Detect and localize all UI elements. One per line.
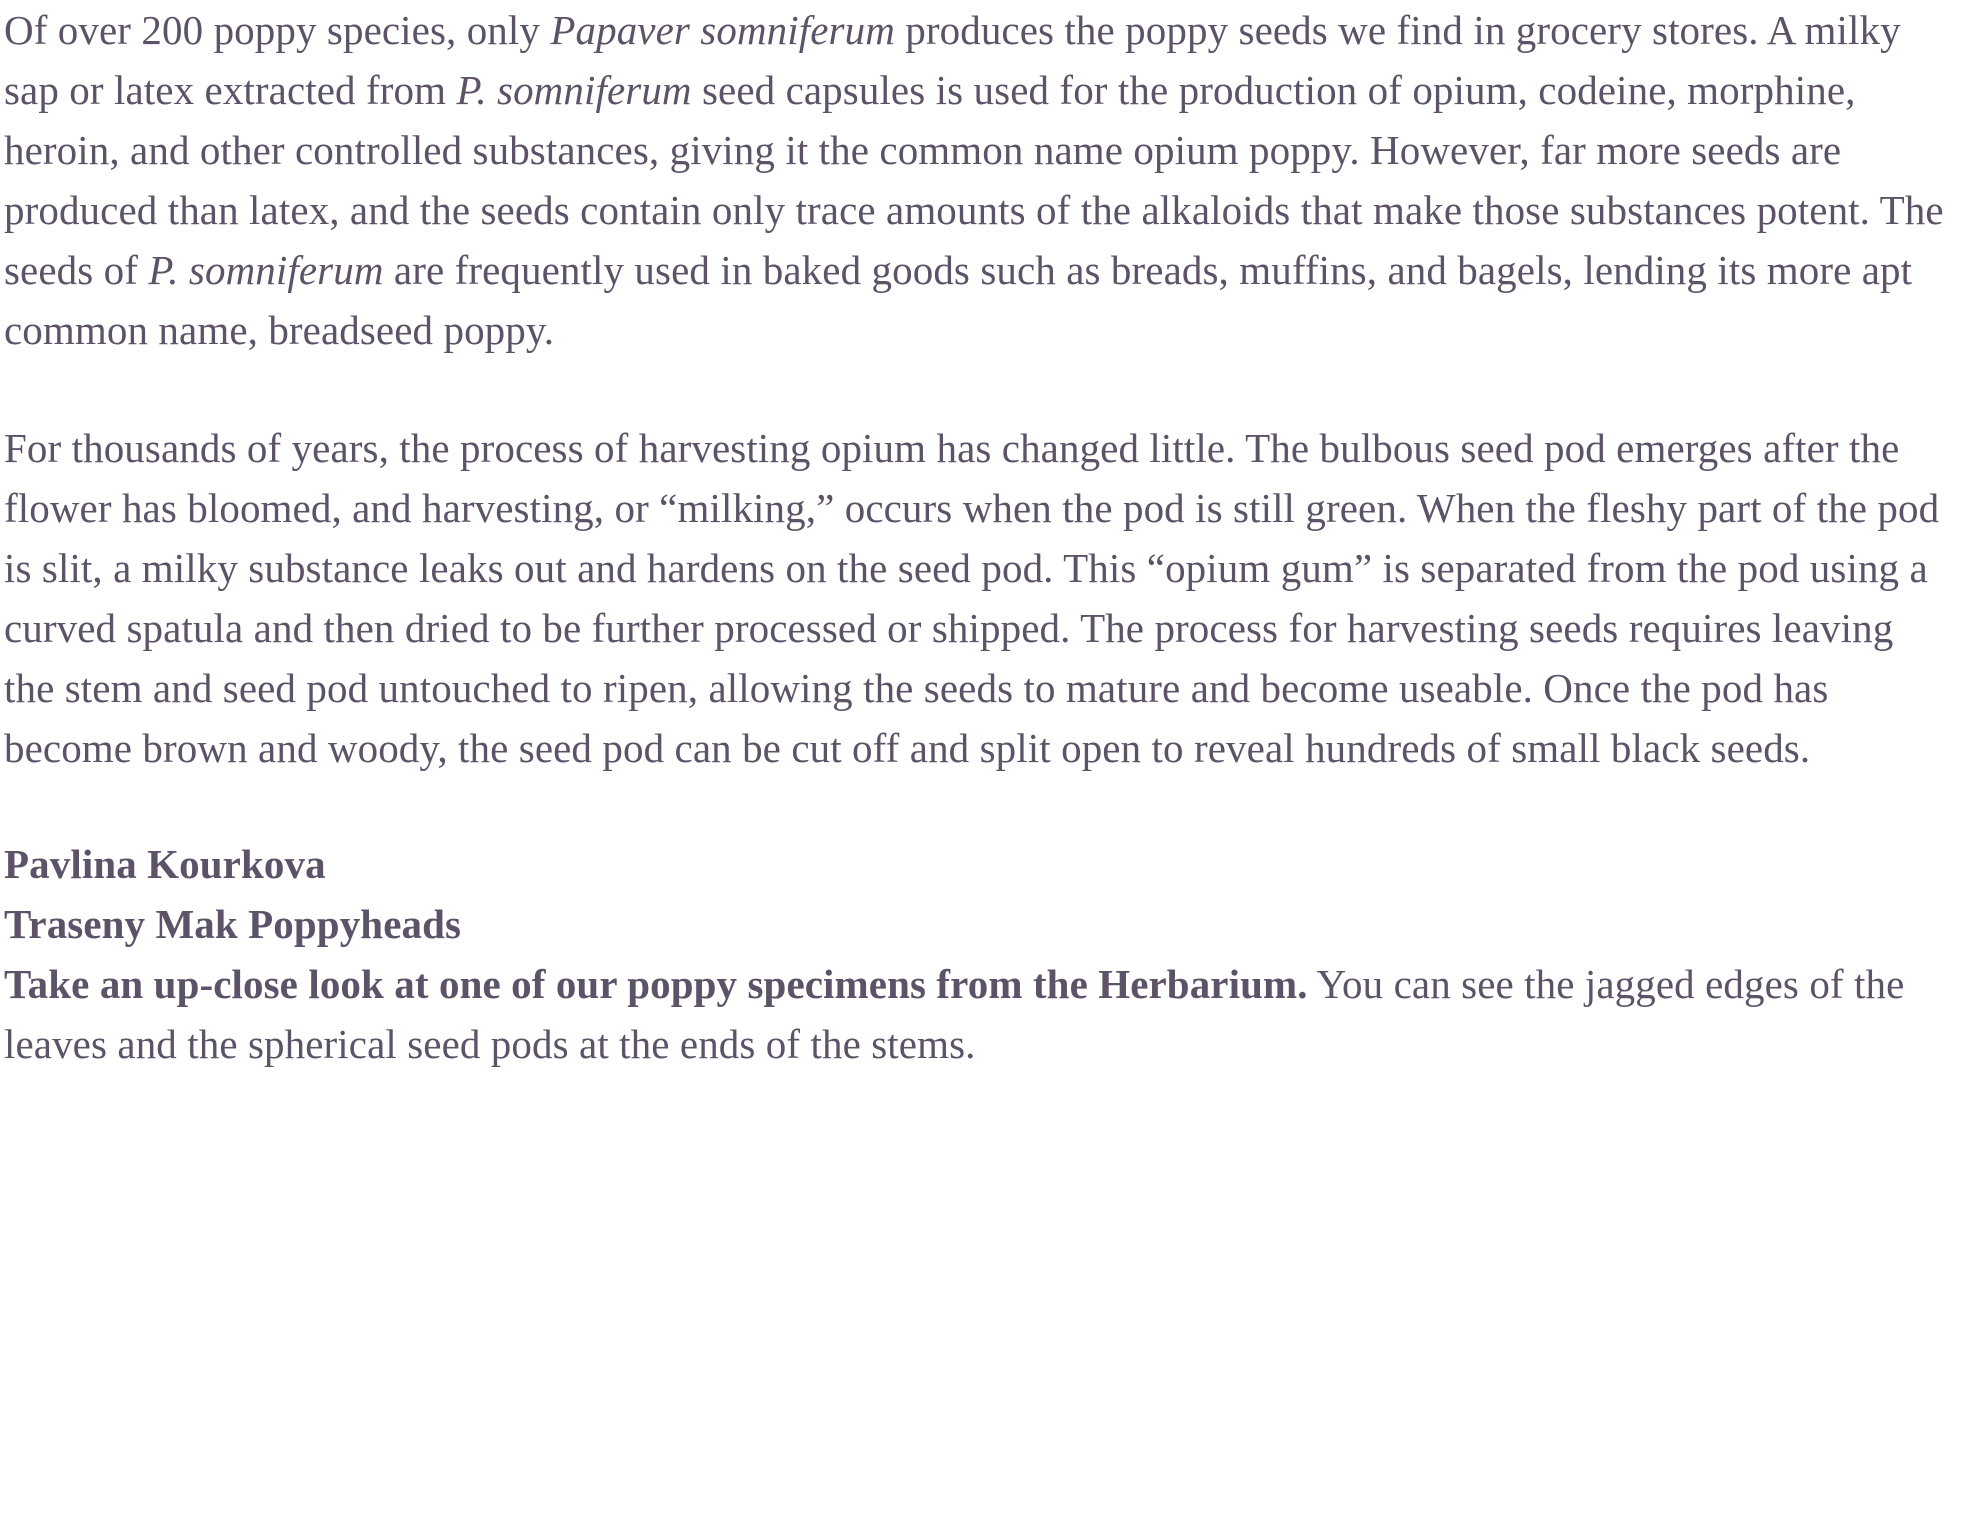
article-body (4, 0, 1954, 1074)
caption-rest-text: You can see the jagged edges of the leaves and the spherical seed pods at the ends of the stems. (4, 961, 1905, 1067)
credit-spacer (4, 778, 1954, 834)
credit-title: Traseny Mak Poppyheads (4, 901, 462, 947)
species-name-italic: P. somniferum (148, 247, 384, 293)
text-run: Of over 200 poppy species, only (4, 7, 551, 53)
image-caption (4, 954, 1954, 1074)
text-run: produces the poppy seeds we find in grocery stores. A milky sap or latex extracted from (4, 7, 1901, 113)
species-name-italic: P. somniferum (456, 67, 692, 113)
text-run: seed capsules is used for the production of opium, codeine, morphine, heroin, and other controlled substances, giving it the common name opium poppy. However, far more seeds are produced than latex, and the seeds contain only trace amounts of the alkaloids that make those substances potent. The seeds of (4, 67, 1944, 293)
paragraph-harvesting-opium (4, 418, 1954, 778)
credit-block (4, 834, 1954, 954)
text-run: are frequently used in baked goods such as breads, muffins, and bagels, lending its more apt common name, breadseed poppy. (4, 247, 1913, 353)
caption-lead-text: Take an up-close look at one of our poppy specimens from the Herbarium. (4, 961, 1308, 1007)
species-name-italic: Papaver somniferum (550, 7, 895, 53)
paragraph-poppy-species (4, 0, 1954, 360)
paragraph-spacer (4, 360, 1954, 418)
credit-author: Pavlina Kourkova (4, 841, 326, 887)
text-run: For thousands of years, the process of harvesting opium has changed little. The bulbous seed pod emerges after the flower has bloomed, and harvesting, or “milking,” occurs when the pod is still green. When the fleshy part of the pod is slit, a milky substance leaks out and hardens on the seed pod. This “opium gum” is separated from the pod using a curved spatula and then dried to be further processed or shipped. The process for harvesting seeds requires leaving the stem and seed pod untouched to ripen, allowing the seeds to mature and become useable. Once the pod has become brown and woody, the seed pod can be cut off and split open to reveal hundreds of small black seeds. (4, 425, 1940, 771)
